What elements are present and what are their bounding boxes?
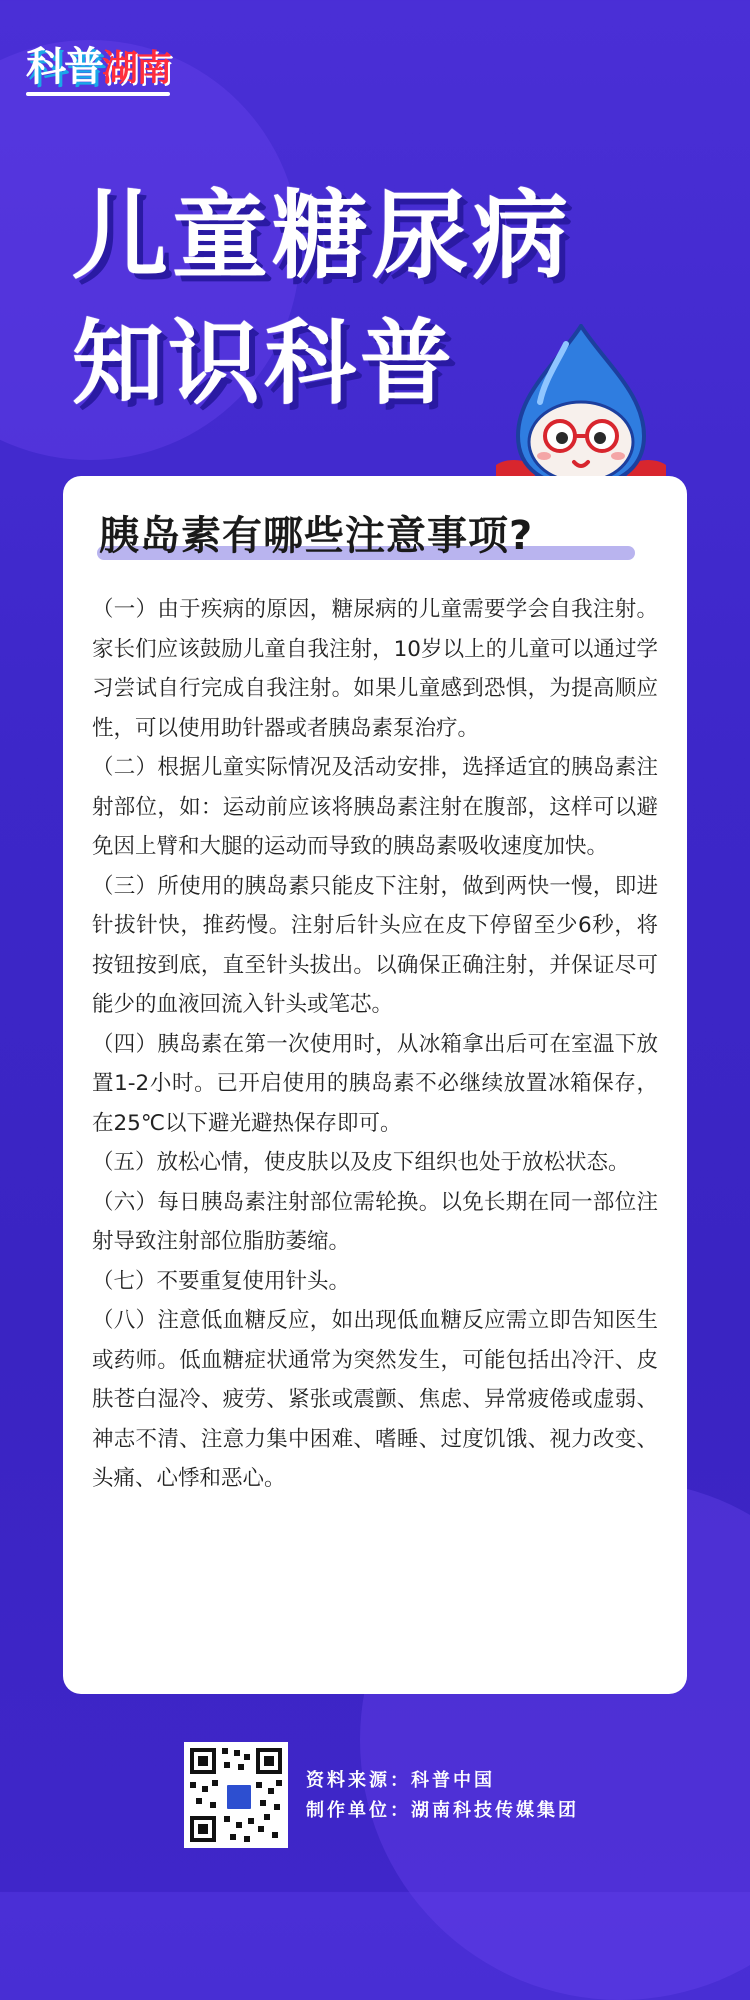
list-item: （八）注意低血糖反应，如出现低血糖反应需立即告知医生或药师。低血糖症状通常为突然发生，可能包括出冷汗、皮肤苍白湿冷、疲劳、紧张或震颤、焦虑、异常疲倦或虚弱、神志不清、注意力集中困难、嗜睡、过度饥饿、视力改变、头痛、心悸和恶心。 (92, 1308, 658, 1491)
list-item: （一）由于疾病的原因，糖尿病的儿童需要学会自我注射。家长们应该鼓励儿童自我注射，10岁以上的儿童可以通过学习尝试自行完成自我注射。如果儿童感到恐惧，为提高顺应性，可以使用助针器或者胰岛素泵治疗。 (92, 597, 658, 741)
list-item: （六）每日胰岛素注射部位需轮换。以免长期在同一部位注射导致注射部位脂肪萎缩。 (92, 1189, 658, 1254)
page-title-line2: 知识科普 (72, 310, 457, 417)
list-item: （四）胰岛素在第一次使用时，从冰箱拿出后可在室温下放置1-2小时。已开启使用的胰岛素不必继续放置冰箱保存，在25℃以下避光避热保存即可。 (92, 1031, 658, 1136)
qr-code-icon[interactable] (184, 1742, 288, 1848)
logo-icon (26, 40, 170, 92)
page-title-line1: 儿童糖尿病 (72, 180, 572, 292)
footer-credits (306, 1766, 579, 1826)
footer-source: 资料来源：科普中国 (306, 1770, 495, 1791)
footer (184, 1742, 684, 1850)
mascot-icon (496, 324, 666, 484)
logo-underline (26, 92, 170, 96)
footer-producer: 制作单位：湖南科技传媒集团 (306, 1800, 579, 1821)
card-title: 胰岛素有哪些注意事项? (99, 513, 534, 559)
list-item: （三）所使用的胰岛素只能皮下注射，做到两快一慢，即进针拔针快，推药慢。注射后针头应在皮下停留至少6秒，将按钮按到底，直至针头拔出。以确保正确注射，并保证尽可能少的血液回流入针头或笔芯。 (92, 873, 658, 1017)
list-item: （五）放松心情，使皮肤以及皮下组织也处于放松状态。 (92, 1150, 630, 1175)
logo-text: 科普湖南 (26, 44, 171, 90)
qr-center-logo-icon (224, 1782, 254, 1812)
list-item: （七）不要重复使用针头。 (92, 1268, 351, 1294)
content-card (63, 476, 687, 1694)
card-body (92, 590, 658, 1499)
list-item: （二）根据儿童实际情况及活动安排，选择适宜的胰岛素注射部位，如：运动前应该将胰岛素注射在腹部，这样可以避免因上臂和大腿的运动而导致的胰岛素吸收速度加快。 (92, 755, 658, 859)
